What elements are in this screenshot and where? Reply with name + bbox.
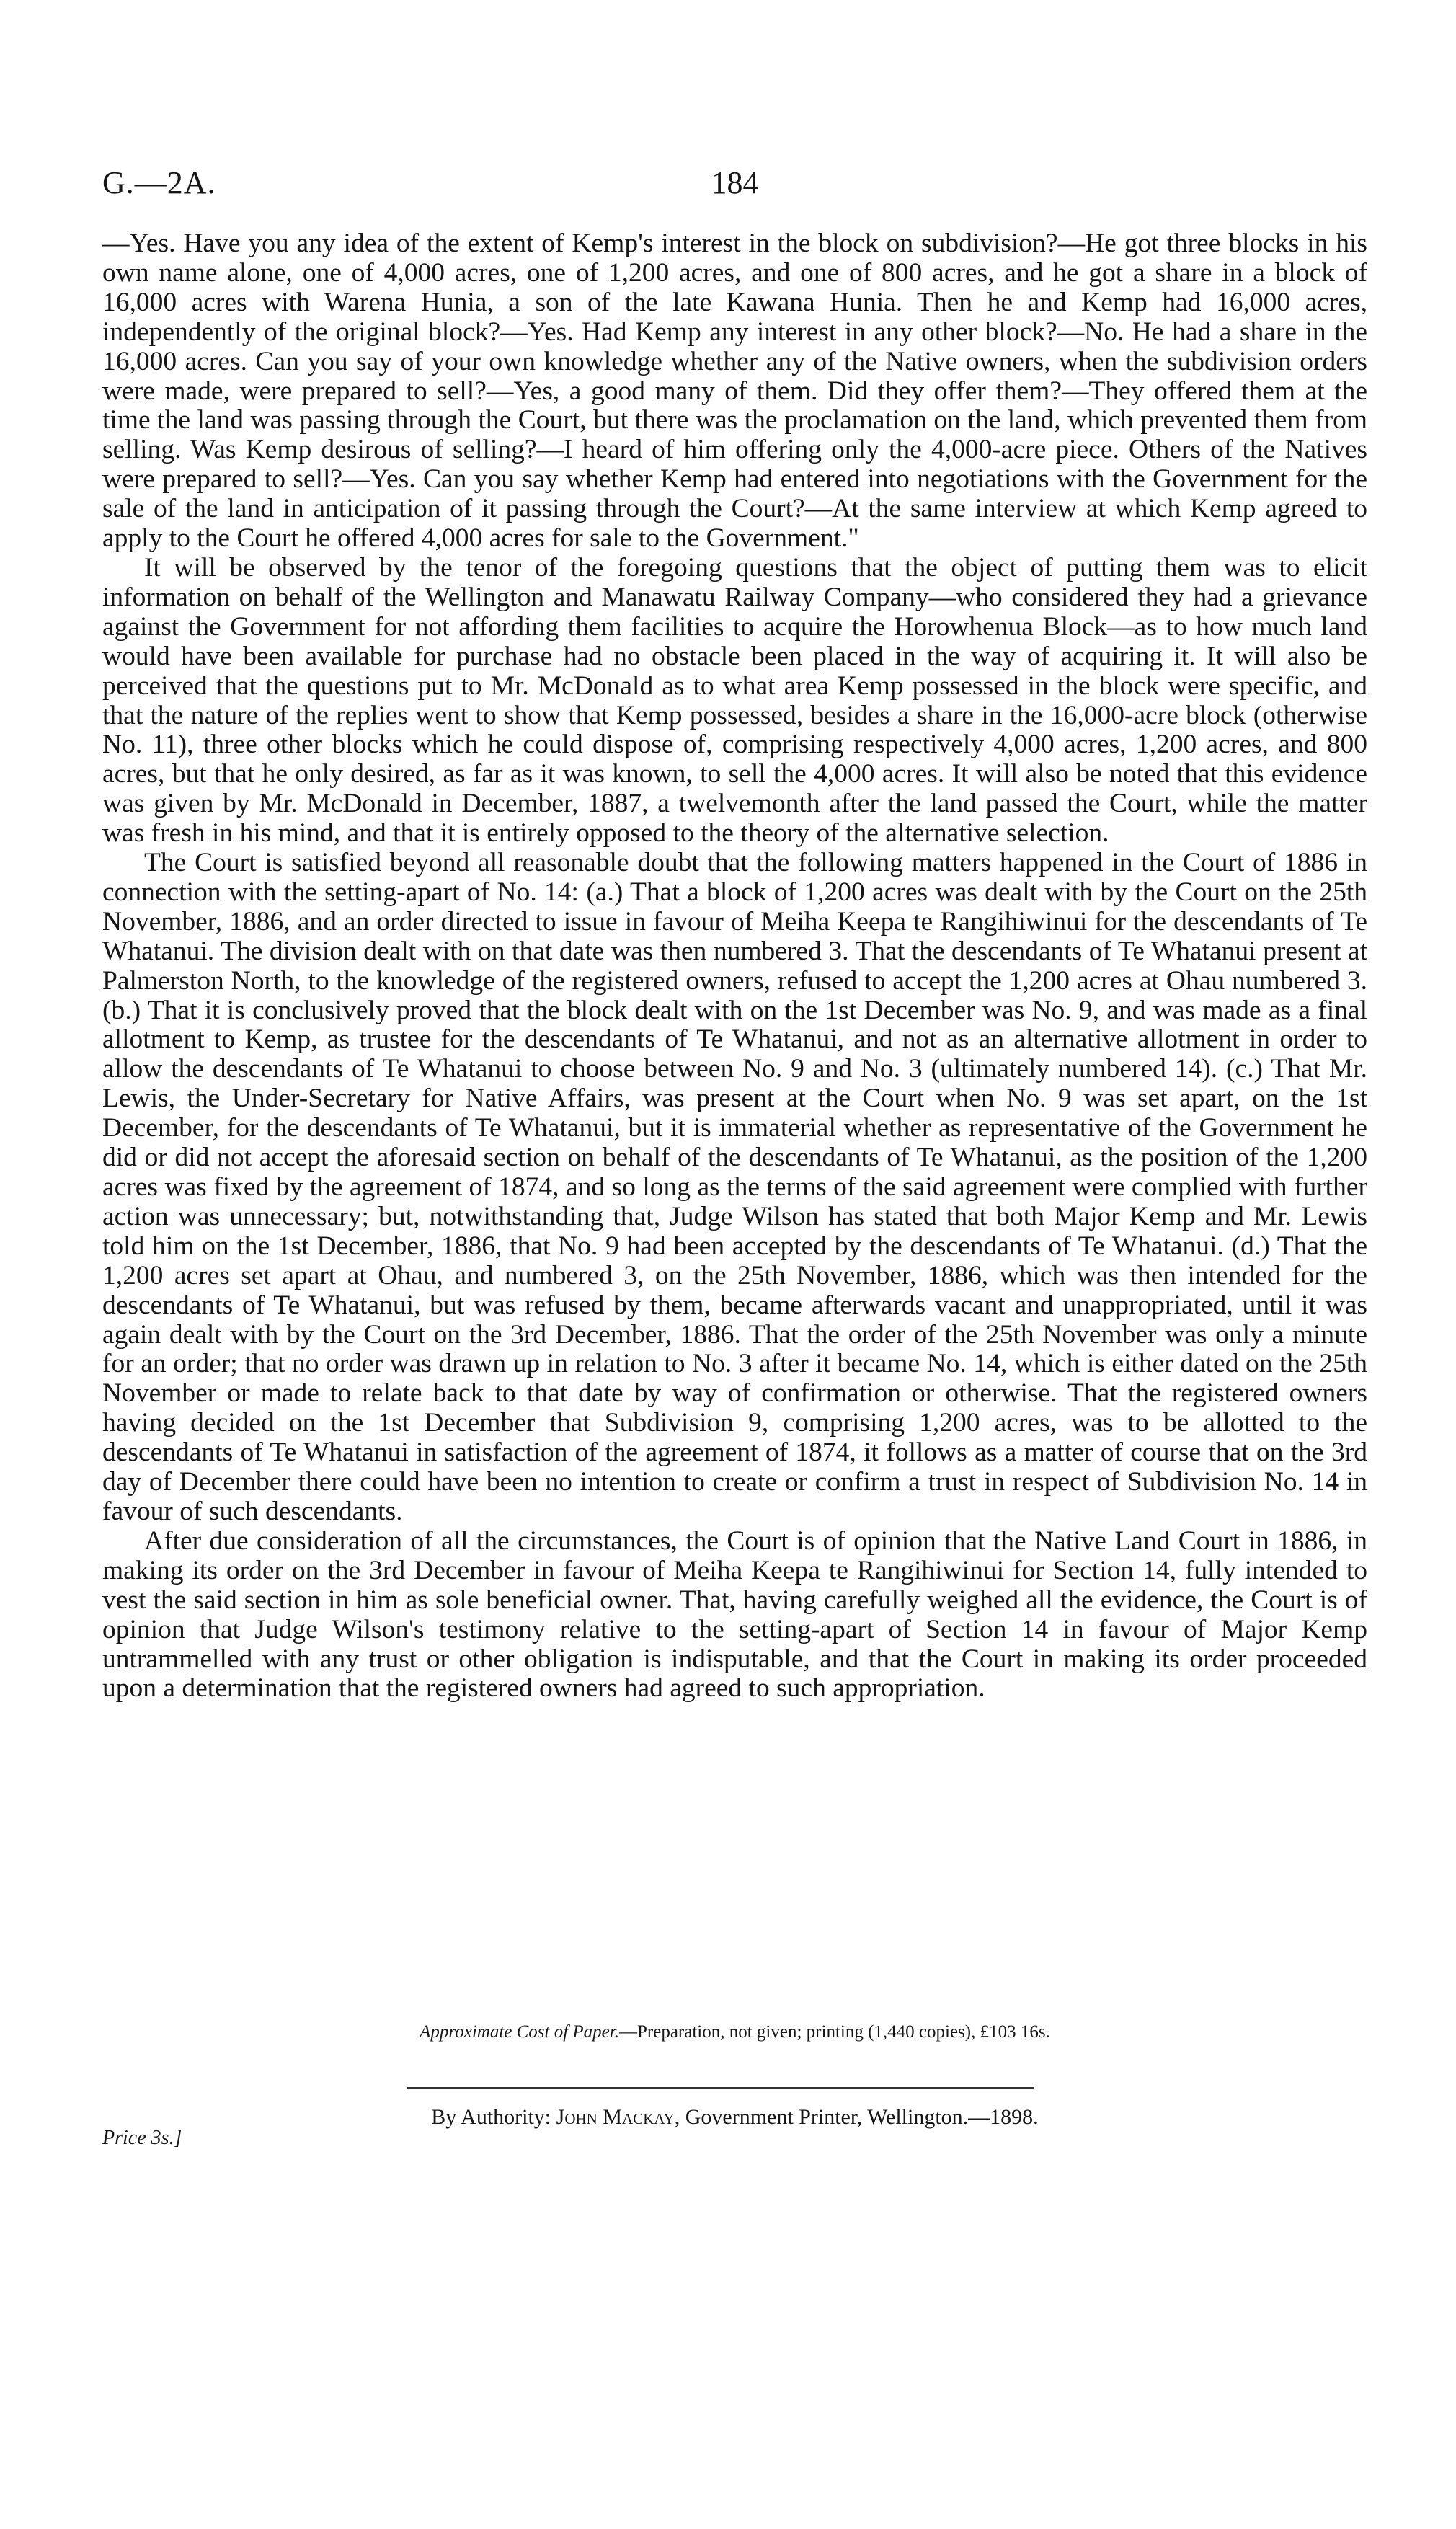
paragraph-conclusion: After due consideration of all the circumstances, the Court is of opinion that the Native Land Court in 1886, in making its order on the 3rd December in favour of Meiha Keepa te Rangihiwinui for Section 14, fully intended to vest the said section in him as sole beneficial owner. That, having carefully weighed all the evidence, the Court is of opinion that Judge Wilson's testimony relative to the setting-apart of Section 14 in favour of Major Kemp untrammelled with any trust or other obligation is indisputable, and that the Court in making its order proceeded upon a determination that the registered owners had agreed to such appropriation.: [102, 1525, 1367, 1704]
paragraph-court-findings: The Court is satisfied beyond all reasonable doubt that the following matters happened in the Court of 1886 in connection with the setting-apart of No. 14: (a.) That a block of 1,200 acres was dealt with by the Court on the 25th November, 1886, and an order directed to issue in favour of Meiha Keepa te Rangihiwinui for the descendants of Te Whatanui. The division dealt with on that date was then numbered 3. That the descendants of Te Whatanui present at Palmerston North, to the knowledge of the registered owners, refused to accept the 1,200 acres at Ohau numbered 3. (b.) That it is conclusively proved that the block dealt with on the 1st December was No. 9, and was made as a final allotment to Kemp, as trustee for the descendants of Te Whatanui, and not as an alternative allotment in order to allow the descendants of Te Whatanui to choose between No. 9 and No. 3 (ultimately numbered 14). (c.) That Mr. Lewis, the Under-Secretary for Native Affairs, was present at the Court when No. 9 was set apart, on the 1st December, for the descendants of Te Whatanui, but it is immaterial whether as representative of the Government he did or did not accept the aforesaid section on behalf of the descendants of Te Whatanui, as the position of the 1,200 acres was fixed by the agreement of 1874, and so long as the terms of the said agreement were complied with further action was unnecessary; but, notwithstanding that, Judge Wilson has stated that both Major Kemp and Mr. Lewis told him on the 1st December, 1886, that No. 9 had been accepted by the descendants of Te Whatanui. (d.) That the 1,200 acres set apart at Ohau, and numbered 3, on the 25th November, 1886, which was then intended for the descendants of Te Whatanui, but was refused by them, became afterwards vacant and unappropriated, until it was again dealt with by the Court on the 3rd December, 1886. That the order of the 25th November was only a minute for an order; that no order was drawn up in relation to No. 3 after it became No. 14, which is either dated on the 25th November or made to relate back to that date by way of confirmation or otherwise. That the registered owners having decided on the 1st December that Subdivision 9, comprising 1,200 acres, was to be allotted to the descendants of Te Whatanui in satisfaction of the agreement of 1874, it follows as a matter of course that on the 3rd day of December there could have been no intention to create or confirm a trust in respect of Subdivision No. 14 in favour of such descendants.: [102, 848, 1367, 1526]
paragraph-continuation: —Yes. Have you any idea of the extent of Kemp's interest in the block on subdivision?—He got three blocks in his own name alone, one of 4,000 acres, one of 1,200 acres, and one of 800 acres, and he got a share in a block of 16,000 acres with Warena Hunia, a son of the late Kawana Hunia. Then he and Kemp had 16,000 acres, independently of the original block?—Yes. Had Kemp any interest in any other block?—No. He had a share in the 16,000 acres. Can you say of your own knowledge whether any of the Native owners, when the subdivision orders were made, were prepared to sell?—Yes, a good many of them. Did they offer them?—They offered them at the time the land was passing through the Court, but there was the proclamation on the land, which prevented them from selling. Was Kemp desirous of selling?—I heard of him offering only the 4,000-acre piece. Others of the Natives were prepared to sell?—Yes. Can you say whether Kemp had entered into negotiations with the Government for the sale of the land in anticipation of it passing through the Court?—At the same interview at which Kemp agreed to apply to the Court he offered 4,000 acres for sale to the Government.": [102, 229, 1367, 554]
paper-cost-note: [102, 2022, 1367, 2042]
price-note: Price 3s.]: [102, 2127, 182, 2149]
authority-imprint: [102, 2105, 1367, 2130]
footer-rule: [407, 2087, 1034, 2089]
page-header: [102, 164, 1367, 215]
series-code: G.—2A.: [102, 165, 216, 200]
body-text: [102, 229, 1367, 1704]
authority-suffix: , Government Printer, Wellington.—1898.: [674, 2105, 1039, 2129]
page-number: 184: [711, 165, 759, 200]
printer-name: John Mackay: [556, 2105, 675, 2129]
cost-text: —Preparation, not given; printing (1,440 copies), £103 16s.: [619, 2022, 1050, 2042]
authority-prefix: By Authority:: [431, 2105, 551, 2129]
cost-label: Approximate Cost of Paper.: [420, 2022, 619, 2042]
paragraph-observation: It will be observed by the tenor of the foregoing questions that the object of putting them was to elicit information on behalf of the Wellington and Manawatu Railway Company—who considered they had a grievance against the Government for not affording them facilities to acquire the Horowhenua Block—as to how much land would have been available for purchase had no obstacle been placed in the way of acquiring it. It will also be perceived that the questions put to Mr. McDonald as to what area Kemp possessed in the block were specific, and that the nature of the replies went to show that Kemp possessed, besides a share in the 16,000-acre block (otherwise No. 11), three other blocks which he could dispose of, comprising respectively 4,000 acres, 1,200 acres, and 800 acres, but that he only desired, as far as it was known, to sell the 4,000 acres. It will also be noted that this evidence was given by Mr. McDonald in December, 1887, a twelvemonth after the land passed the Court, while the matter was fresh in his mind, and that it is entirely opposed to the theory of the alternative selection.: [102, 552, 1367, 849]
